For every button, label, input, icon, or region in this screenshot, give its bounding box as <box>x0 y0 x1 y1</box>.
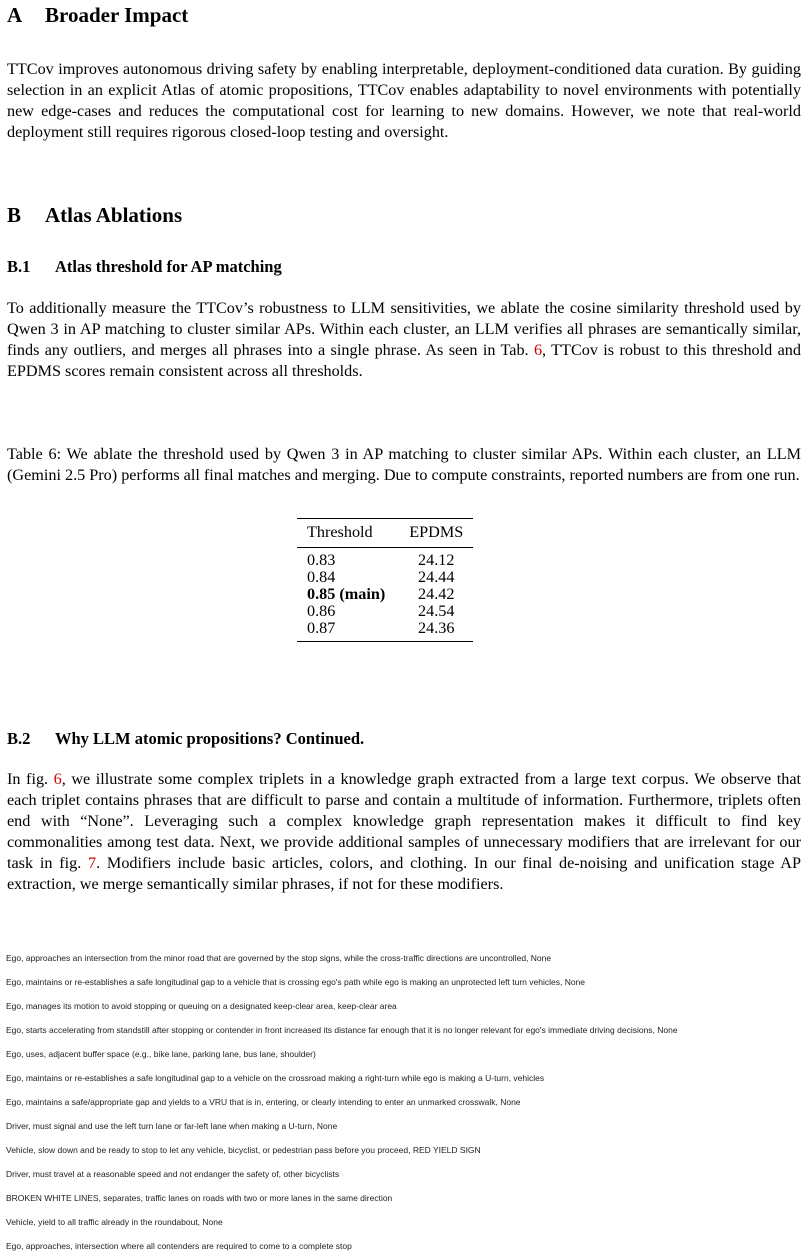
threshold-cell: 0.83 <box>307 551 336 569</box>
ablation-table <box>297 518 473 642</box>
epdms-cell: 24.42 <box>418 585 455 603</box>
threshold-cell: 0.87 <box>297 620 395 642</box>
table-caption: Table 6: We ablate the threshold used by Qwen 3 in AP matching to cluster similar APs. Within each cluster, an LLM (Gemini 2.5 Pro) performs all final matches and merging. Due to compute constraints, reported numbers are from one run. <box>7 445 801 484</box>
figure-ref-link[interactable]: 7 <box>88 854 97 872</box>
threshold-cell: 0.84 <box>307 568 336 586</box>
epdms-cell: 24.12 <box>418 551 455 569</box>
epdms-cell: 24.54 <box>418 602 455 620</box>
col-header-threshold: Threshold <box>297 519 395 548</box>
table-row-main <box>297 586 473 603</box>
triplet-line: Ego, maintains or re-establishes a safe longitudinal gap to a vehicle that is crossing ego's path while ego is making an unprotected left turn vehicles, None <box>6 977 586 987</box>
triplet-line: Ego, starts accelerating from standstill after stopping or contender in front increased its distance far enough that it is no longer relevant for ego's immediate driving decisions, None <box>6 1025 678 1035</box>
section-a-heading: A Broader Impact <box>7 3 189 27</box>
triplet-line: Vehicle, slow down and be ready to stop to let any vehicle, bicyclist, or pedestrian pass before you proceed, RED YIELD SIGN <box>6 1145 481 1155</box>
section-b2-heading: B.2 Why LLM atomic propositions? Continued. <box>7 729 365 748</box>
epdms-cell: 24.36 <box>395 620 473 642</box>
threshold-cell: 0.86 <box>307 602 336 620</box>
section-a-paragraph: TTCov improves autonomous driving safety by enabling interpretable, deployment-conditioned data curation. By guiding selection in an explicit Atlas of atomic propositions, TTCov enables adaptability to novel environments with potentially new edge-cases and reduces the computational cost for learning to new domains. However, we note that real-world deployment still requires rigorous closed-loop testing and oversight. <box>7 60 801 141</box>
triplet-line: Ego, maintains or re-establishes a safe longitudinal gap to a vehicle on the crossroad making a right-turn while ego is making a U-turn, vehicles <box>6 1073 545 1083</box>
section-b1-heading: B.1 Atlas threshold for AP matching <box>7 257 282 276</box>
triplet-line: Ego, maintains a safe/appropriate gap and yields to a VRU that is in, entering, or clearly intending to enter an unmarked crosswalk, None <box>6 1097 521 1107</box>
figure-ref-link[interactable]: 6 <box>53 770 62 788</box>
threshold-cell-main: 0.85 (main) <box>307 585 386 603</box>
table-row <box>297 603 473 620</box>
table-ref-link[interactable]: 6 <box>533 341 543 359</box>
triplet-line: Vehicle, yield to all traffic already in the roundabout, None <box>6 1217 223 1227</box>
triplet-line: Ego, uses, adjacent buffer space (e.g., bike lane, parking lane, bus lane, shoulder) <box>6 1049 316 1059</box>
epdms-cell: 24.44 <box>418 568 455 586</box>
table-row <box>297 620 473 642</box>
triplet-line: Ego, approaches an intersection from the minor road that are governed by the stop signs, while the cross-traffic directions are uncontrolled, None <box>6 953 552 963</box>
table-header-row <box>297 519 473 548</box>
triplet-line: Driver, must signal and use the left turn lane or far-left lane when making a U-turn, None <box>6 1121 338 1131</box>
table-row <box>297 548 473 570</box>
triplet-line: Driver, must travel at a reasonable speed and not endanger the safety of, other bicyclists <box>6 1169 340 1179</box>
section-b2-paragraph: In fig. 6, we illustrate some complex triplets in a knowledge graph extracted from a large text corpus. We observe that each triplet contains phrases that are difficult to parse and contain a multitude of information. Furthermore, triplets often end with “None”. Leveraging such a complex knowledge graph representation makes it difficult to find key commonalities among test data. Next, we provide additional samples of unnecessary modifiers that are irrelevant for our task in fig. 7. Modifiers include basic articles, colors, and clothing. In our final de-noising and unification stage AP extraction, we merge semantically similar phrases, if not for these modifiers. <box>7 770 802 893</box>
triplet-line: Ego, manages its motion to avoid stopping or queuing on a designated keep-clear area, keep-clear area <box>6 1001 397 1011</box>
triplet-line: Ego, approaches, intersection where all contenders are required to come to a complete stop <box>6 1241 352 1251</box>
col-header-epdms: EPDMS <box>395 519 473 548</box>
triplet-line: BROKEN WHITE LINES, separates, traffic lanes on roads with two or more lanes in the same direction <box>6 1193 393 1203</box>
table-row <box>297 569 473 586</box>
section-b1-paragraph: To additionally measure the TTCov’s robustness to LLM sensitivities, we ablate the cosine similarity threshold used by Qwen 3 in AP matching to cluster similar APs. Within each cluster, an LLM verifies all phrases are semantically similar, finds any outliers, and merges all phrases into a single phrase. As seen in Tab. 6, TTCov is robust to this threshold and EPDMS scores remain consistent across all thresholds. <box>7 299 801 380</box>
triplet-figure <box>6 953 786 1251</box>
section-b-heading: B Atlas Ablations <box>7 203 183 227</box>
